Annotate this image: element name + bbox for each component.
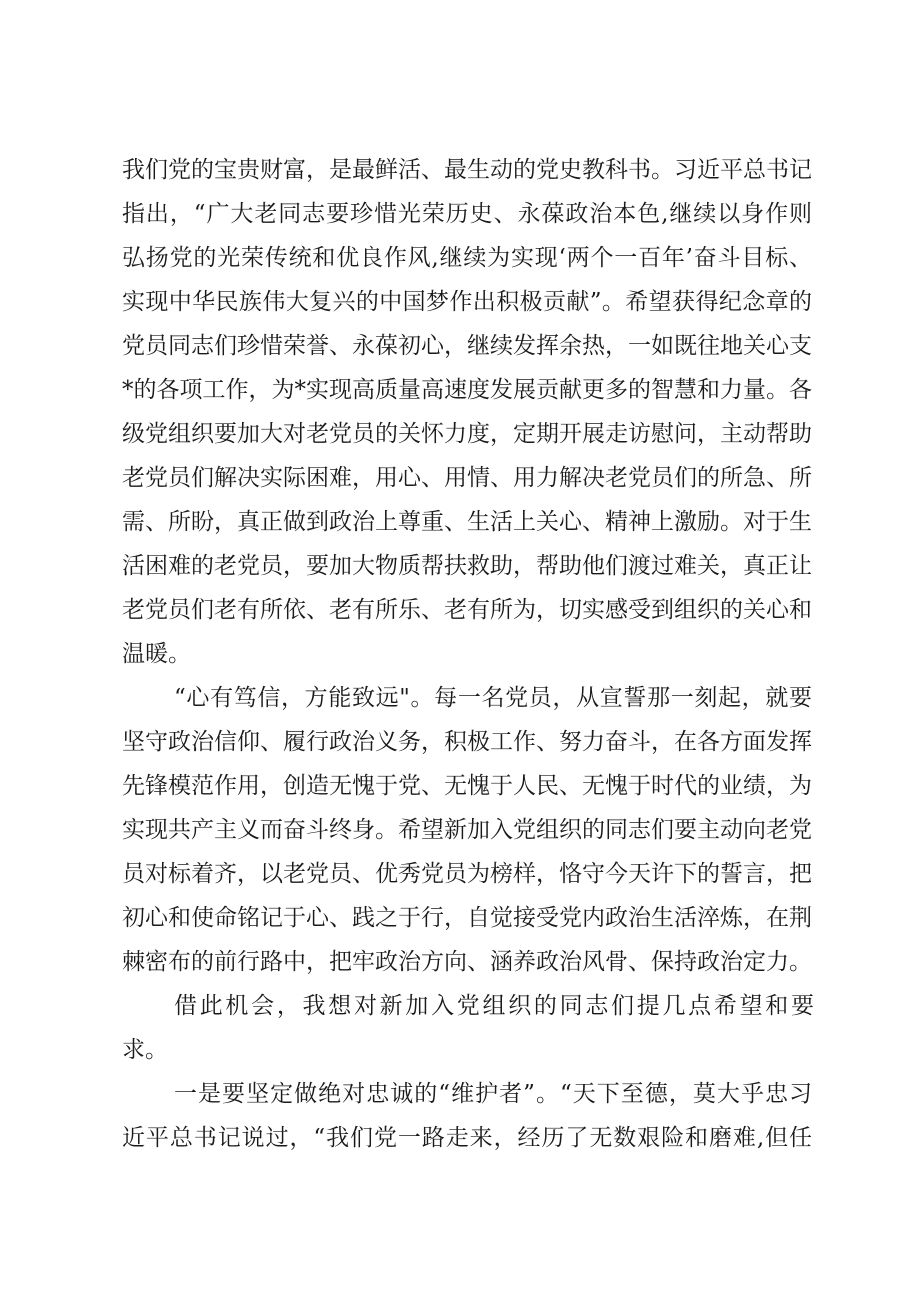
text-line: 老党员们解决实际困难，用心、用情、用力解决老党员们的所急、所 xyxy=(122,465,812,491)
text-line: 棘密布的前行路中，把牢政治方向、涵养政治风骨、保持政治定力。 xyxy=(122,949,812,975)
text-line: 温暖。 xyxy=(122,641,191,667)
text-line: 先锋模范作用，创造无愧于党、无愧于人民、无愧于时代的业绩，为 xyxy=(122,773,812,799)
text-line: 求。 xyxy=(122,1037,168,1063)
text-line: 坚守政治信仰、履行政治义务，积极工作、努力奋斗，在各方面发挥 xyxy=(122,729,812,755)
text-line: 弘扬党的光荣传统和优良作风,继续为实现‘两个一百年’奋斗目标、 xyxy=(122,245,812,271)
text-line: 级党组织要加大对老党员的关怀力度，定期开展走访慰问，主动帮助 xyxy=(122,421,812,447)
paragraph-3 xyxy=(122,984,812,1072)
text-line: 活困难的老党员，要加大物质帮扶救助，帮助他们渡过难关，真正让 xyxy=(122,553,812,579)
text-line: 老党员们老有所依、老有所乐、老有所为，切实感受到组织的关心和 xyxy=(122,597,812,623)
text-line: 党员同志们珍惜荣誉、永葆初心，继续发挥余热，一如既往地关心支 xyxy=(122,333,812,359)
text-line: 实现共产主义而奋斗终身。希望新加入党组织的同志们要主动向老党 xyxy=(122,817,812,843)
text-line: 员对标着齐，以老党员、优秀党员为榜样，恪守今天许下的誓言，把 xyxy=(122,861,812,887)
paragraph-2 xyxy=(122,676,812,984)
paragraph-4 xyxy=(122,1072,812,1160)
text-line: 指出，“广大老同志要珍惜光荣历史、永葆政治本色,继续以身作则 xyxy=(122,201,812,227)
text-line: *的各项工作，为*实现高质量高速度发展贡献更多的智慧和力量。各 xyxy=(122,377,812,403)
text-line: 需、所盼，真正做到政治上尊重、生活上关心、精神上激励。对于生 xyxy=(122,509,812,535)
text-line: 我们党的宝贵财富，是最鲜活、最生动的党史教科书。习近平总书记 xyxy=(122,157,812,183)
text-line: 一是要坚定做绝对忠诚的“维护者”。“天下至德，莫大乎忠习 xyxy=(174,1081,812,1107)
text-line: 初心和使命铭记于心、践之于行，自觉接受党内政治生活淬炼，在荆 xyxy=(122,905,812,931)
text-line: 实现中华民族伟大复兴的中国梦作出积极贡献”。希望获得纪念章的 xyxy=(122,289,812,315)
text-line: 近平总书记说过，“我们党一路走来，经历了无数艰险和磨难,但任 xyxy=(122,1125,812,1151)
text-line: 借此机会，我想对新加入党组织的同志们提几点希望和要 xyxy=(174,993,814,1019)
paragraph-1 xyxy=(122,148,812,676)
text-line: “心有笃信，方能致远"。每一名党员，从宣誓那一刻起，就要 xyxy=(174,685,812,711)
document-body xyxy=(122,148,812,1160)
